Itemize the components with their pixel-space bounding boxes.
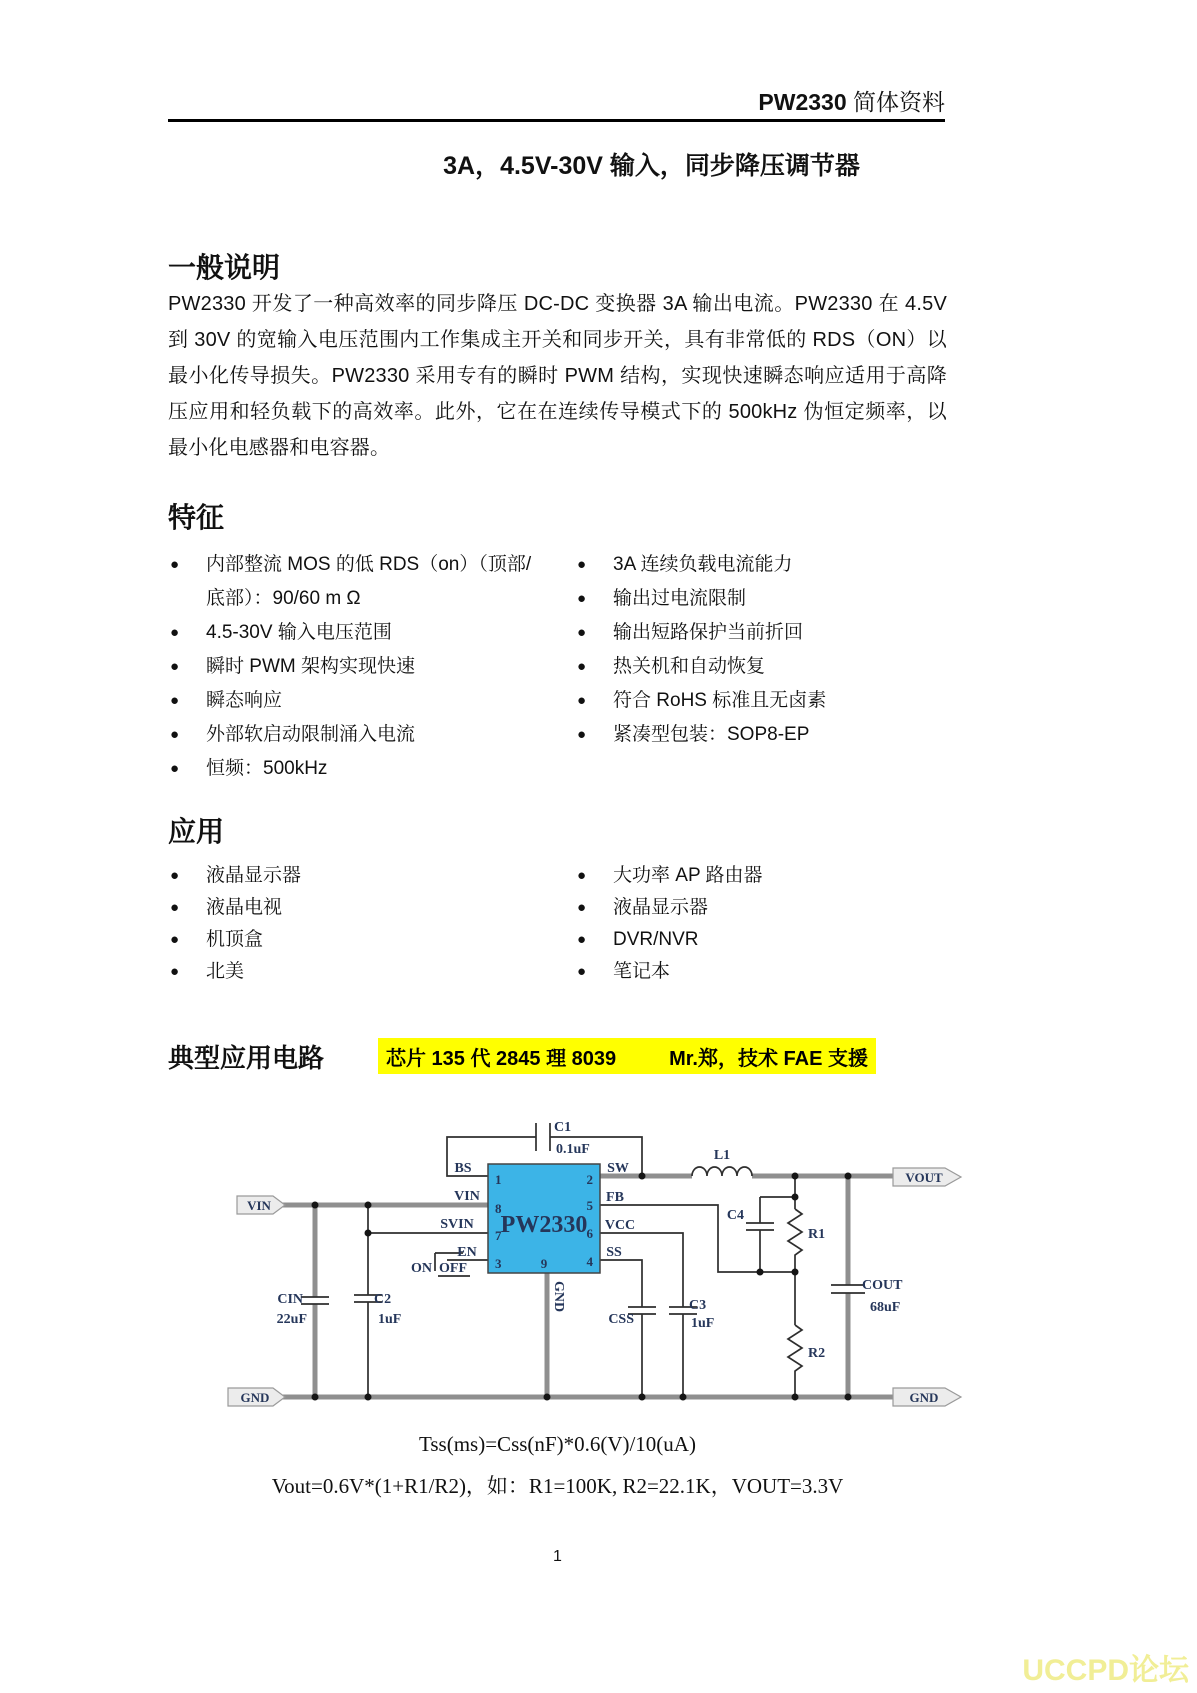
section-heading-applications: 应用 — [168, 816, 225, 847]
ic-name: PW2330 — [500, 1212, 588, 1238]
cout-label: COUT — [862, 1278, 903, 1293]
pin-label-vin: VIN — [454, 1189, 480, 1204]
l1-label: L1 — [713, 1148, 731, 1163]
formula-tss: Tss(ms)=Css(nF)*0.6(V)/10(uA) — [419, 1432, 696, 1456]
list-item: ● 笔记本 — [575, 956, 935, 988]
pin-label-ss: SS — [606, 1245, 622, 1260]
c4-label: C4 — [726, 1208, 744, 1223]
list-item: ● 符合 RoHS 标准且无卤素 — [575, 684, 945, 718]
general-description: PW2330 开发了一种高效率的同步降压 DC-DC 变换器 3A 输出电流。PW2330 在 4.5V 到 30V 的宽输入电压范围内工作集成主开关和同步开关，具有非常低的 RDS（ON）以最小化传导损失。PW2330 采用专有的瞬时 PWM 结构，实现快速瞬态响应适用于高降压应用和轻负载下的高效率。此外，它在在连续传导模式下的 500kHz 伪恒定频率，以最小化电感器和电容器。 — [168, 293, 947, 459]
list-item: ● 3A 连续负载电流能力 — [575, 548, 945, 582]
c3-label: C3 — [689, 1298, 707, 1313]
r1-label: R1 — [808, 1227, 826, 1242]
product-name: PW2330 — [758, 89, 847, 115]
features-list-left — [168, 548, 550, 786]
pin-number-6: 6 — [586, 1226, 593, 1241]
pin-number-8: 8 — [495, 1201, 502, 1216]
pin-number-9: 9 — [540, 1256, 548, 1271]
watermark: UCCPD论坛 — [1022, 1654, 1189, 1687]
section-heading-typical-circuit: 典型应用电路 — [168, 1043, 325, 1073]
pin-number-5: 5 — [586, 1198, 593, 1213]
list-item: ● 机顶盒 — [168, 924, 528, 956]
pin-label-vcc: VCC — [604, 1218, 636, 1233]
gnd-right-net-label: GND — [909, 1390, 939, 1405]
list-item: ● 外部软启动限制涌入电流 — [168, 718, 550, 752]
pin-label-svin: SVIN — [440, 1217, 474, 1232]
list-item: ● 4.5-30V 输入电压范围 — [168, 616, 550, 650]
list-item: ● 瞬态响应 — [168, 684, 550, 718]
ic-gnd-pin-label: GND — [551, 1281, 566, 1313]
list-item: ● 紧凑型包装：SOP8-EP — [575, 718, 945, 752]
c3-value: 1uF — [691, 1316, 715, 1331]
list-item: ● 液晶显示器 — [168, 860, 528, 892]
list-item: ● DVR/NVR — [575, 924, 935, 956]
c1-label: C1 — [554, 1120, 572, 1135]
section-heading-features: 特征 — [168, 502, 225, 533]
applications-list-left — [168, 860, 528, 988]
r2-label: R2 — [808, 1346, 826, 1361]
pin-label-en: EN — [457, 1245, 477, 1260]
list-item: ● 内部整流 MOS 的低 RDS（on）（顶部/底部）：90/60 m Ω — [168, 548, 550, 616]
applications-list-right — [575, 860, 935, 988]
section-heading-general: 一般说明 — [168, 252, 281, 283]
c1-value: 0.1uF — [556, 1142, 590, 1157]
cin-label: CIN — [277, 1292, 303, 1307]
list-item: ● 热关机和自动恢复 — [575, 650, 945, 684]
pin-number-3: 3 — [495, 1256, 502, 1271]
gnd-left-net-label: GND — [240, 1390, 270, 1405]
list-item: ● 瞬时 PWM 架构实现快速 — [168, 650, 550, 684]
doc-type: 简体资料 — [853, 90, 945, 115]
features-list-right — [575, 548, 945, 752]
doc-title: 3A，4.5V-30V 输入，同步降压调节器 — [443, 152, 860, 180]
vout-net-label: VOUT — [905, 1170, 943, 1185]
application-circuit-schematic — [195, 1025, 975, 1415]
promo-contact-text: Mr.郑，技术 FAE 支援 — [669, 1047, 868, 1070]
switch-on-label: ON — [411, 1261, 432, 1276]
promo-chip-text: 芯片 135 代 2845 理 8039 — [386, 1047, 617, 1070]
c2-label: C2 — [374, 1292, 392, 1307]
cout-value: 68uF — [870, 1300, 901, 1315]
pin-number-7: 7 — [495, 1228, 502, 1243]
c2-value: 1uF — [378, 1312, 402, 1327]
list-item: ● 输出短路保护当前折回 — [575, 616, 945, 650]
list-item: ● 恒频：500kHz — [168, 752, 550, 786]
list-item: ● 输出过电流限制 — [575, 582, 945, 616]
list-item: ● 北美 — [168, 956, 528, 988]
list-item: ● 液晶电视 — [168, 892, 528, 924]
pin-label-sw: SW — [607, 1161, 629, 1176]
header-rule — [168, 119, 945, 122]
pin-number-4: 4 — [586, 1254, 593, 1269]
formula-vout: Vout=0.6V*(1+R1/R2)，如：R1=100K, R2=22.1K，VOUT=3.3V — [271, 1474, 844, 1498]
pin-number-2: 2 — [586, 1172, 593, 1187]
list-item: ● 液晶显示器 — [575, 892, 935, 924]
list-item: ● 大功率 AP 路由器 — [575, 860, 935, 892]
page-header — [168, 84, 945, 117]
page-number: 1 — [553, 1548, 562, 1565]
pin-number-1: 1 — [495, 1172, 502, 1187]
css-label: CSS — [608, 1312, 634, 1327]
pin-label-fb: FB — [606, 1190, 624, 1205]
vin-net-label: VIN — [247, 1198, 271, 1213]
switch-off-label: OFF — [439, 1261, 467, 1276]
cin-value: 22uF — [276, 1312, 307, 1327]
pin-label-bs: BS — [454, 1161, 472, 1176]
